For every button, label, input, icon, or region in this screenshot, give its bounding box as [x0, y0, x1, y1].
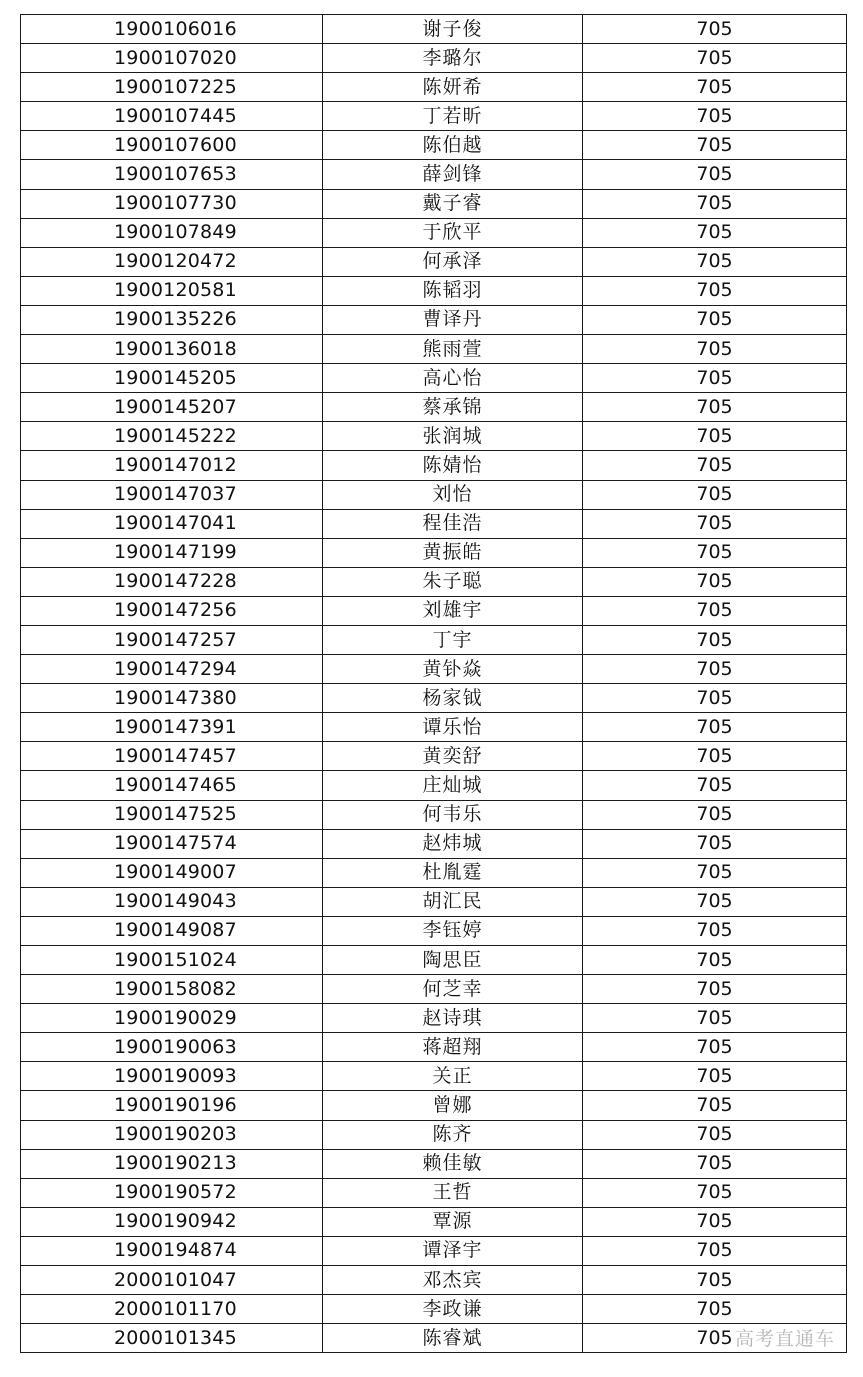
candidate-id-cell: 1900149007: [21, 858, 323, 887]
score-cell: 705: [583, 975, 847, 1004]
candidate-id-cell: 1900151024: [21, 946, 323, 975]
candidate-name-cell: 陈韬羽: [323, 276, 583, 305]
score-cell: 705: [583, 946, 847, 975]
candidate-id-cell: 1900158082: [21, 975, 323, 1004]
candidate-name-cell: 曹译丹: [323, 305, 583, 334]
candidate-id-cell: 1900145207: [21, 393, 323, 422]
table-row: [21, 858, 847, 887]
candidate-id-cell: 1900147037: [21, 480, 323, 509]
candidate-id-cell: 1900190196: [21, 1091, 323, 1120]
candidate-name-cell: 李璐尔: [323, 44, 583, 73]
score-cell: 705: [583, 480, 847, 509]
score-cell: 705: [583, 160, 847, 189]
table-row: [21, 1236, 847, 1265]
candidate-name-cell: 邓杰宾: [323, 1266, 583, 1295]
table-row: [21, 160, 847, 189]
table-row: [21, 1033, 847, 1062]
score-cell: 705: [583, 1266, 847, 1295]
candidate-id-cell: 1900190063: [21, 1033, 323, 1062]
score-cell: 705: [583, 1236, 847, 1265]
candidate-name-cell: 刘怡: [323, 480, 583, 509]
table-row: [21, 713, 847, 742]
candidate-id-cell: 2000101345: [21, 1324, 323, 1353]
score-cell: 705: [583, 538, 847, 567]
table-row: [21, 335, 847, 364]
table-row: [21, 189, 847, 218]
candidate-name-cell: 蒋超翔: [323, 1033, 583, 1062]
score-cell: 705: [583, 1120, 847, 1149]
score-cell: 705: [583, 1004, 847, 1033]
candidate-id-cell: 1900107445: [21, 102, 323, 131]
score-cell: 705: [583, 335, 847, 364]
candidate-id-cell: 1900145222: [21, 422, 323, 451]
candidate-id-cell: 1900147012: [21, 451, 323, 480]
candidate-id-cell: 1900190029: [21, 1004, 323, 1033]
candidate-name-cell: 朱子聪: [323, 567, 583, 596]
table-row: [21, 946, 847, 975]
candidate-name-cell: 覃源: [323, 1207, 583, 1236]
candidate-name-cell: 李钰婷: [323, 916, 583, 945]
score-cell: 705: [583, 1178, 847, 1207]
candidate-name-cell: 胡汇民: [323, 887, 583, 916]
table-row: [21, 393, 847, 422]
score-cell: 705: [583, 393, 847, 422]
score-cell: 705: [583, 364, 847, 393]
table-row: [21, 975, 847, 1004]
candidate-id-cell: 1900190213: [21, 1149, 323, 1178]
candidate-name-cell: 陈睿斌: [323, 1324, 583, 1353]
score-cell: 705: [583, 102, 847, 131]
candidate-name-cell: 谭乐怡: [323, 713, 583, 742]
table-row: [21, 305, 847, 334]
candidate-id-cell: 2000101047: [21, 1266, 323, 1295]
table-row: [21, 276, 847, 305]
table-row: [21, 567, 847, 596]
table-row: [21, 655, 847, 684]
candidate-id-cell: 1900147391: [21, 713, 323, 742]
table-row: [21, 15, 847, 44]
candidate-name-cell: 何芝幸: [323, 975, 583, 1004]
score-cell: 705: [583, 189, 847, 218]
candidate-id-cell: 1900147525: [21, 800, 323, 829]
candidate-id-cell: 2000101170: [21, 1295, 323, 1324]
score-cell: 705: [583, 1207, 847, 1236]
table-row: [21, 1295, 847, 1324]
candidate-id-cell: 1900147199: [21, 538, 323, 567]
candidate-name-cell: 蔡承锦: [323, 393, 583, 422]
score-cell: 705: [583, 596, 847, 625]
candidate-name-cell: 赖佳敏: [323, 1149, 583, 1178]
score-cell: 705: [583, 218, 847, 247]
score-cell: 705: [583, 742, 847, 771]
score-cell: 705: [583, 655, 847, 684]
candidate-id-cell: 1900147465: [21, 771, 323, 800]
table-row: [21, 102, 847, 131]
candidate-name-cell: 刘雄宇: [323, 596, 583, 625]
score-cell: 705: [583, 451, 847, 480]
score-cell: 705: [583, 247, 847, 276]
table-row: [21, 131, 847, 160]
score-cell: 705: [583, 829, 847, 858]
candidate-id-cell: 1900147380: [21, 684, 323, 713]
score-cell: 705: [583, 1062, 847, 1091]
candidate-id-cell: 1900147294: [21, 655, 323, 684]
candidate-name-cell: 何韦乐: [323, 800, 583, 829]
candidate-name-cell: 王哲: [323, 1178, 583, 1207]
candidate-name-cell: 陈齐: [323, 1120, 583, 1149]
candidate-name-cell: 于欣平: [323, 218, 583, 247]
candidate-name-cell: 熊雨萱: [323, 335, 583, 364]
table-row: [21, 480, 847, 509]
table-row: [21, 1062, 847, 1091]
table-row: [21, 1120, 847, 1149]
candidate-id-cell: 1900194874: [21, 1236, 323, 1265]
candidate-id-cell: 1900120581: [21, 276, 323, 305]
score-cell: 705: [583, 567, 847, 596]
table-row: [21, 509, 847, 538]
table-row: [21, 247, 847, 276]
table-row: [21, 422, 847, 451]
candidate-id-cell: 1900107225: [21, 73, 323, 102]
score-cell: 705: [583, 684, 847, 713]
watermark-text: 高考直通车: [734, 1328, 835, 1350]
table-row: [21, 1091, 847, 1120]
score-cell: 705: [583, 73, 847, 102]
score-cell: 705: [583, 916, 847, 945]
table-row: [21, 44, 847, 73]
candidate-id-cell: 1900145205: [21, 364, 323, 393]
score-cell: 705: [583, 44, 847, 73]
score-cell: 705: [583, 1033, 847, 1062]
candidate-id-cell: 1900147228: [21, 567, 323, 596]
candidate-name-cell: 陶思臣: [323, 946, 583, 975]
candidate-id-cell: 1900106016: [21, 15, 323, 44]
score-cell: 705: [583, 15, 847, 44]
candidate-name-cell: 程佳浩: [323, 509, 583, 538]
candidate-id-cell: 1900149043: [21, 887, 323, 916]
candidate-name-cell: 庄灿城: [323, 771, 583, 800]
candidate-id-cell: 1900120472: [21, 247, 323, 276]
table-row: [21, 800, 847, 829]
score-cell: 705: [583, 800, 847, 829]
candidate-name-cell: 赵炜城: [323, 829, 583, 858]
candidate-name-cell: 陈伯越: [323, 131, 583, 160]
candidate-name-cell: 谭泽宇: [323, 1236, 583, 1265]
candidate-id-cell: 1900149087: [21, 916, 323, 945]
candidate-id-cell: 1900147457: [21, 742, 323, 771]
score-cell: 705: [583, 422, 847, 451]
candidate-name-cell: 陈妍希: [323, 73, 583, 102]
score-cell: 705: [583, 625, 847, 654]
candidate-name-cell: 黄振皓: [323, 538, 583, 567]
candidate-id-cell: 1900107849: [21, 218, 323, 247]
table-row: [21, 1324, 847, 1353]
candidate-name-cell: 张润城: [323, 422, 583, 451]
table-row: [21, 829, 847, 858]
score-cell: 705: [583, 509, 847, 538]
score-cell: 705: [583, 276, 847, 305]
table-row: [21, 684, 847, 713]
candidate-name-cell: 高心怡: [323, 364, 583, 393]
candidate-id-cell: 1900135226: [21, 305, 323, 334]
table-row: [21, 1149, 847, 1178]
candidate-name-cell: 曾娜: [323, 1091, 583, 1120]
table-row: [21, 596, 847, 625]
candidate-name-cell: 关正: [323, 1062, 583, 1091]
table-row: [21, 451, 847, 480]
table-row: [21, 887, 847, 916]
candidate-id-cell: 1900147257: [21, 625, 323, 654]
candidate-name-cell: 薛剑锋: [323, 160, 583, 189]
candidate-name-cell: 李政谦: [323, 1295, 583, 1324]
score-cell: 705: [583, 1149, 847, 1178]
candidate-name-cell: 陈婧怡: [323, 451, 583, 480]
score-cell: 705: [583, 131, 847, 160]
table-row: [21, 625, 847, 654]
candidate-id-cell: 1900190203: [21, 1120, 323, 1149]
candidate-name-cell: 戴子睿: [323, 189, 583, 218]
table-row: [21, 1004, 847, 1033]
table-row: [21, 1178, 847, 1207]
candidate-name-cell: 杨家钺: [323, 684, 583, 713]
candidate-id-cell: 1900147256: [21, 596, 323, 625]
score-cell: 705: [583, 887, 847, 916]
table-body: [21, 15, 847, 1353]
score-cell: 705: [583, 1324, 847, 1353]
table-row: [21, 742, 847, 771]
candidate-name-cell: 丁若昕: [323, 102, 583, 131]
score-cell: 705: [583, 713, 847, 742]
candidate-id-cell: 1900107020: [21, 44, 323, 73]
table-row: [21, 771, 847, 800]
score-cell: 705: [583, 858, 847, 887]
candidate-id-cell: 1900190942: [21, 1207, 323, 1236]
table-row: [21, 73, 847, 102]
score-cell: 705: [583, 305, 847, 334]
score-cell: 705: [583, 1295, 847, 1324]
candidate-name-cell: 何承泽: [323, 247, 583, 276]
score-table: [20, 14, 847, 1353]
candidate-name-cell: 杜胤霆: [323, 858, 583, 887]
candidate-id-cell: 1900190093: [21, 1062, 323, 1091]
candidate-id-cell: 1900136018: [21, 335, 323, 364]
candidate-id-cell: 1900107600: [21, 131, 323, 160]
table-row: [21, 1207, 847, 1236]
table-row: [21, 218, 847, 247]
table-row: [21, 538, 847, 567]
candidate-id-cell: 1900190572: [21, 1178, 323, 1207]
candidate-id-cell: 1900147574: [21, 829, 323, 858]
score-cell: 705: [583, 1091, 847, 1120]
candidate-name-cell: 谢子俊: [323, 15, 583, 44]
table-row: [21, 364, 847, 393]
score-cell: 705: [583, 771, 847, 800]
candidate-id-cell: 1900147041: [21, 509, 323, 538]
table-row: [21, 1266, 847, 1295]
score-list-sheet: [20, 14, 846, 1353]
candidate-id-cell: 1900107730: [21, 189, 323, 218]
candidate-name-cell: 黄钋焱: [323, 655, 583, 684]
table-row: [21, 916, 847, 945]
candidate-name-cell: 赵诗琪: [323, 1004, 583, 1033]
candidate-name-cell: 黄奕舒: [323, 742, 583, 771]
candidate-id-cell: 1900107653: [21, 160, 323, 189]
candidate-name-cell: 丁宇: [323, 625, 583, 654]
